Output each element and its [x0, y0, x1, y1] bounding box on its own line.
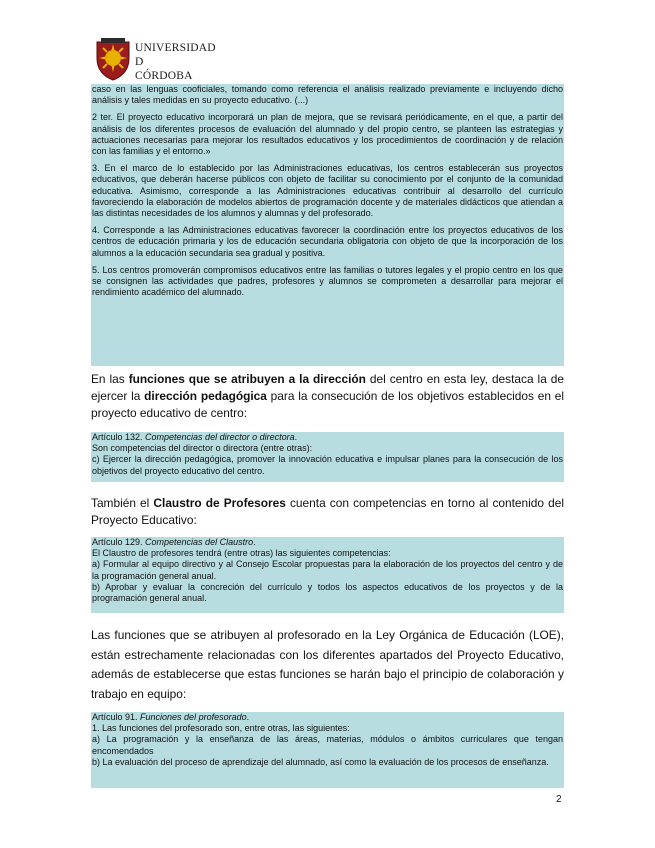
bold-text-run: dirección pedagógica — [144, 389, 267, 403]
body-paragraph-claustro — [91, 495, 564, 529]
article-number: Artículo 129. — [92, 537, 146, 547]
page-number: 2 — [556, 794, 562, 805]
quote-paragraph: 3. En el marco de lo establecido por las Administraciones educativas, los centros establecerán sus proyectos educativos, que deberán hacerse públicos con objeto de facilitar su conocimiento por el conjunto de la comunidad educativa. Asimismo, corresponde a las Administraciones educativas contribuir al desarrollo del currículo favoreciendo la elaboración de modelos abiertos de programación docente y de materiales didácticos que atiendan a las distintas necesidades de los alumnos y alumnas y del profesorado. — [92, 163, 563, 219]
article-line: a) La programación y la enseñanza de las áreas, materias, módulos o ámbitos curriculares que tengan encomendados — [92, 734, 563, 756]
logo-text-line-3: CÓRDOBA — [135, 70, 193, 82]
article-line: a) Formular al equipo directivo y al Consejo Escolar propuestas para la elaboración de los proyectos del centro y de la programación general anual. — [92, 559, 563, 581]
article-period: . — [294, 432, 298, 442]
logo-text-line-2: D — [135, 56, 144, 68]
quote-paragraph: 5. Los centros promoverán compromisos educativos entre las familias o tutores legales y el propio centro en los que se consignen las actividades que padres, profesores y alumnos se comprometen a desarrollar para mejorar el rendimiento académico del alumnado. — [92, 264, 563, 298]
article-title: Funciones del profesorado — [140, 712, 247, 722]
text-run: del centro en esta ley, destaca la de ejercer la — [91, 372, 565, 403]
university-crest-icon — [93, 36, 133, 82]
quote-box-loe-proyecto-educativo — [91, 84, 564, 366]
article-period: . — [253, 537, 256, 547]
article-line: c) Ejercer la dirección pedagógica, promover la innovación educativa e impulsar planes para la consecución de los objetivos del proyecto educativo del centro. — [92, 454, 563, 476]
bold-text-run: funciones que se atribuyen a la dirección — [128, 372, 366, 386]
article-line: Son competencias del director o directora (entre otras): — [92, 443, 313, 454]
body-paragraph-direccion — [91, 371, 564, 422]
quote-paragraph: 2 ter. El proyecto educativo incorporará un plan de mejora, que se revisará periódicamente, en el que, a partir del análisis de los diferentes procesos de evaluación del alumnado y del propio centro, se planteen las estrategias y actuaciones necesarias para mejorar los resultados educativos y los procedimientos de coordinación y de relación con las familias y el entorno.» — [92, 112, 563, 157]
quote-paragraph: caso en las lenguas cooficiales, tomando como referencia el análisis realizado previamente e incluyendo dicho análisis y tales medidas en su proyecto educativo. (...) — [92, 84, 563, 106]
article-line: 1. Las funciones del profesorado son, entre otras, las siguientes: — [92, 723, 350, 734]
body-paragraph-profesorado — [91, 626, 564, 704]
text-run: para la consecución de los objetivos establecidos en el proyecto educativo de centro: — [91, 389, 564, 420]
text-run: Las funciones que se atribuyen al profesorado en la Ley Orgánica de Educación (LOE), están estrechamente relacionadas con los diferentes apartados del Proyecto Educativo, además de establecerse que estas funciones se harán bajo el principio de colaboración y trabajo en equipo: — [91, 628, 564, 701]
quote-paragraph: 4. Corresponde a las Administraciones educativas favorecer la coordinación entre los proyectos educativos de los centros de educación primaria y los de educación secundaria obligatoria con objeto de que la incorporación de los alumnos a la educación secundaria sea gradual y positiva. — [92, 225, 563, 258]
quote-box-articulo-129 — [91, 537, 564, 613]
article-title: Competencias del Claustro — [145, 537, 254, 547]
university-logo — [93, 36, 216, 84]
article-line: b) Aprobar y evaluar la concreción del currículo y todos los aspectos educativos de los proyectos y de la programación general anual. — [92, 581, 563, 604]
article-number: Artículo 91. — [92, 712, 141, 722]
article-title: Competencias del director o directora — [145, 432, 295, 442]
article-period: . — [246, 712, 250, 722]
text-run: También el — [91, 496, 154, 510]
logo-text-line-1: UNIVERSIDAD — [135, 42, 216, 54]
quote-box-articulo-91 — [91, 712, 564, 788]
article-heading — [92, 432, 563, 443]
bold-text-run: Claustro de Profesores — [153, 496, 286, 510]
quote-box-articulo-132 — [91, 432, 564, 482]
text-run: cuenta con competencias en torno al contenido del Proyecto Educativo: — [91, 496, 564, 527]
article-number: Artículo 132. — [92, 432, 146, 442]
article-heading — [92, 712, 563, 723]
article-line: El Claustro de profesores tendrá (entre otras) las siguientes competencias: — [92, 548, 391, 559]
text-run: En las — [91, 372, 129, 386]
article-heading — [92, 537, 563, 548]
article-line: b) La evaluación del proceso de aprendizaje del alumnado, así como la evaluación de los procesos de enseñanza. — [92, 756, 549, 767]
